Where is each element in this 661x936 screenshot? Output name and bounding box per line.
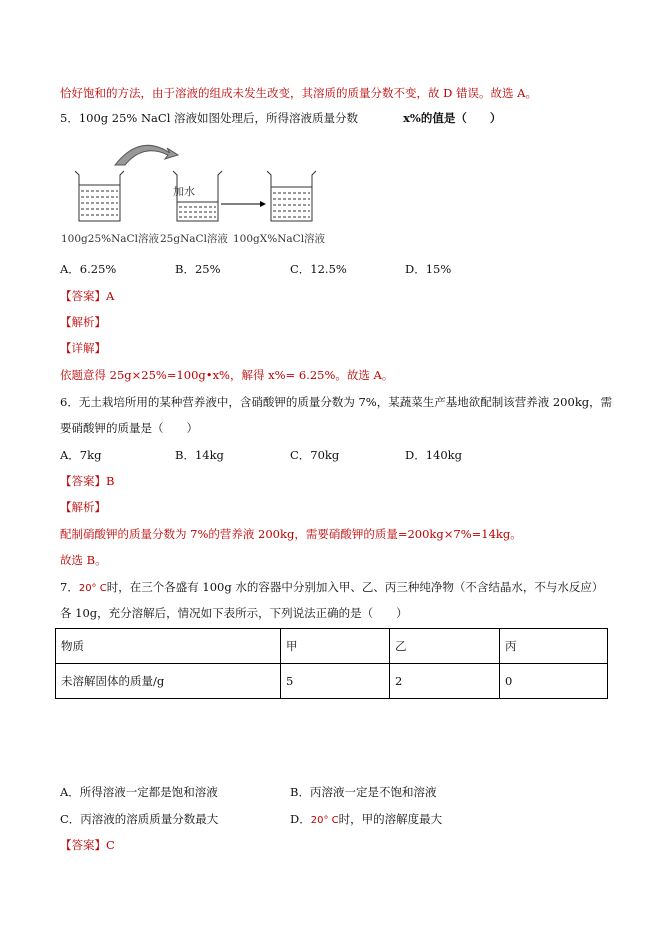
q7-line2: 各 10g，充分溶解后，情况如下表所示，下列说法正确的是（ ） bbox=[60, 606, 408, 620]
table-header: 甲 bbox=[281, 629, 390, 664]
q7-number: 7． bbox=[60, 580, 79, 594]
table-cell: 未溶解固体的质量/g bbox=[56, 664, 281, 699]
q5-option-b: B．25% bbox=[175, 262, 221, 276]
table-header: 丙 bbox=[500, 629, 608, 664]
q5-stem-tail: x%的值是（ ） bbox=[403, 111, 502, 125]
q6-option-d: D．140kg bbox=[405, 448, 463, 462]
q5-option-c: C．12.5% bbox=[290, 262, 347, 276]
table-header: 乙 bbox=[390, 629, 500, 664]
option-d-text: 时，甲的溶解度最大 bbox=[338, 812, 443, 826]
q6-option-c: C．70kg bbox=[290, 448, 340, 462]
q6-option-b: B．14kg bbox=[175, 448, 224, 462]
q6-explanation: 配制硝酸钾的质量分数为 7%的营养液 200kg，需要硝酸钾的质量=200kg×7%=14kg。 bbox=[60, 527, 522, 541]
beaker-2-label: 25gNaCl溶液 bbox=[160, 233, 228, 245]
table-header: 物质 bbox=[56, 629, 281, 664]
q7-temperature: 20° C bbox=[78, 583, 107, 594]
q7-option-c: C．丙溶液的溶质质量分数最大 bbox=[60, 812, 219, 826]
beaker-3 bbox=[267, 171, 316, 221]
beaker-3-label: 100gX%NaCl溶液 bbox=[233, 233, 326, 245]
answer-tag: 【答案】 bbox=[60, 474, 106, 488]
add-water-label: 加水 bbox=[173, 185, 195, 198]
q6-option-a: A．7kg bbox=[60, 448, 102, 462]
beaker-1 bbox=[75, 171, 124, 221]
beaker-1-label: 100g25%NaCl溶液 bbox=[61, 233, 159, 245]
q7-option-a: A．所得溶液一定都是饱和溶液 bbox=[60, 785, 218, 799]
option-d-letter: D． bbox=[290, 812, 311, 826]
table-cell: 2 bbox=[390, 664, 500, 699]
table-header-row bbox=[56, 629, 608, 664]
q5-option-a: A．6.25% bbox=[60, 262, 117, 276]
answer-value: A bbox=[106, 289, 115, 303]
prev-explanation: 恰好饱和的方法，由于溶液的组成未发生改变，其溶质的质量分数不变，故 D 错误。故选 A。 bbox=[60, 86, 537, 100]
q5-stem-text: 5．100g 25% NaCl 溶液如图处理后，所得溶液质量分数 bbox=[60, 111, 359, 125]
answer-value: B bbox=[106, 474, 115, 488]
q7-table bbox=[55, 628, 608, 699]
q5-option-d: D．15% bbox=[405, 262, 452, 276]
q7-line1 bbox=[60, 579, 603, 597]
q6-line1: 6．无土栽培所用的某种营养液中，含硝酸钾的质量分数为 7%，某蔬菜生产基地欲配制该营养液 200kg，需 bbox=[60, 395, 613, 409]
q7-answer bbox=[60, 837, 115, 853]
table-row bbox=[56, 664, 608, 699]
q5-answer bbox=[60, 288, 114, 304]
q5-detail-tag: 【详解】 bbox=[60, 341, 106, 355]
q5-explanation: 依题意得 25g×25%=100g•x%，解得 x%= 6.25%。故选 A。 bbox=[60, 368, 394, 382]
answer-tag: 【答案】 bbox=[60, 838, 106, 852]
answer-value: C bbox=[106, 838, 115, 852]
table-cell: 5 bbox=[281, 664, 390, 699]
q6-analysis-tag: 【解析】 bbox=[60, 500, 106, 514]
q6-conclusion: 故选 B。 bbox=[60, 553, 107, 567]
option-d-temperature: 20° C bbox=[310, 815, 339, 826]
q7-option-b: B．丙溶液一定是不饱和溶液 bbox=[290, 785, 437, 799]
table-cell: 0 bbox=[500, 664, 608, 699]
q7-line1-text: 时，在三个各盛有 100g 水的容器中分别加入甲、乙、丙三种纯净物（不含结晶水，不与水反应） bbox=[106, 580, 604, 594]
transfer-arrow-icon bbox=[115, 145, 178, 165]
q6-answer bbox=[60, 473, 114, 489]
q6-line2: 要硝酸钾的质量是（ ） bbox=[60, 421, 198, 435]
q5-stem bbox=[60, 110, 501, 126]
q5-analysis-tag: 【解析】 bbox=[60, 315, 106, 329]
answer-tag: 【答案】 bbox=[60, 289, 106, 303]
q7-option-d bbox=[290, 811, 442, 829]
